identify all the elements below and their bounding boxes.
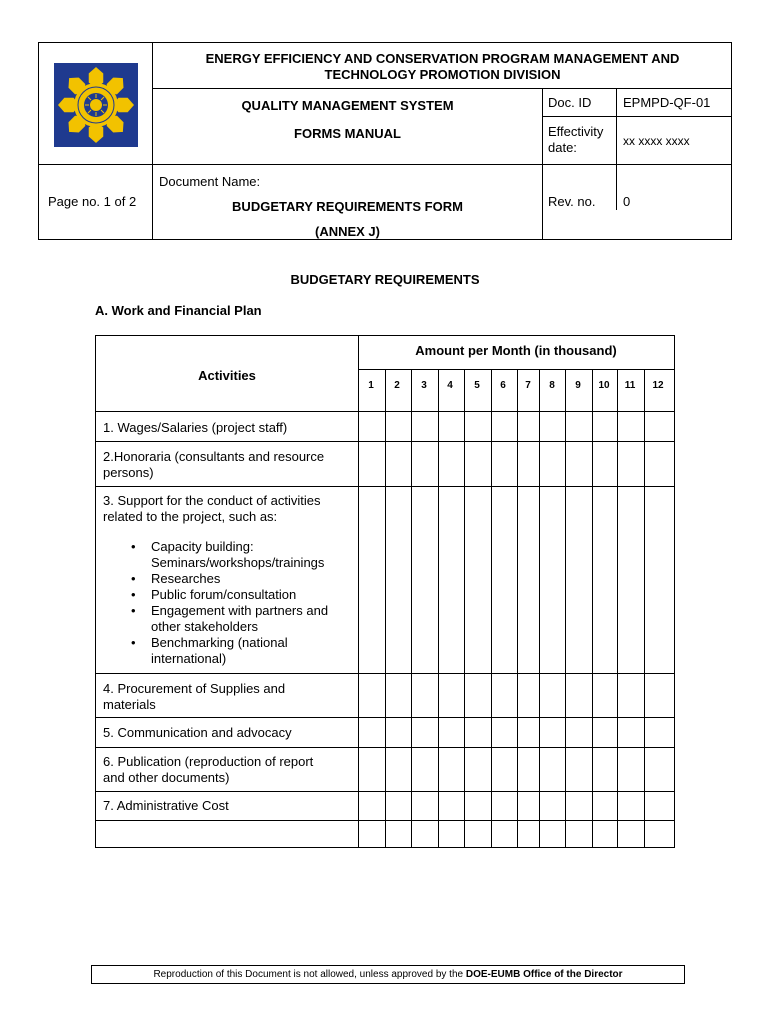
bullet-line: other stakeholders bbox=[151, 619, 258, 634]
activity-row: 1. Wages/Salaries (project staff) bbox=[103, 420, 288, 435]
effectivity-label-line: Effectivity bbox=[548, 124, 604, 139]
month-header: 2 bbox=[394, 380, 400, 391]
table-divider bbox=[96, 820, 674, 821]
activity-line: 2.Honoraria (consultants and resource bbox=[103, 449, 325, 464]
header-divider bbox=[616, 88, 617, 210]
header-divider bbox=[39, 164, 732, 165]
bullet-line: international) bbox=[151, 651, 227, 666]
month-header: 11 bbox=[624, 380, 636, 391]
month-header: 5 bbox=[474, 380, 480, 391]
org-title bbox=[153, 51, 732, 83]
bullet-line: Seminars/workshops/trainings bbox=[151, 555, 325, 570]
month-header: 4 bbox=[447, 380, 453, 391]
bullet-item bbox=[103, 539, 358, 571]
bullet-line: • Public forum/consultation bbox=[151, 587, 297, 602]
section-title: BUDGETARY REQUIREMENTS bbox=[290, 272, 480, 287]
month-header: 9 bbox=[575, 380, 581, 391]
document-name-label: Document Name: bbox=[159, 174, 261, 189]
activity-line: 4. Procurement of Supplies and bbox=[103, 681, 286, 696]
activity-row bbox=[103, 681, 285, 713]
effectivity-value: xx xxxx xxxx bbox=[623, 134, 690, 148]
bullet-item bbox=[103, 635, 358, 667]
bullet-item bbox=[103, 571, 358, 587]
activity-line: 6. Publication (reproduction of report bbox=[103, 754, 314, 769]
rev-label: Rev. no. bbox=[548, 194, 596, 209]
doc-id-value: EPMPD-QF-01 bbox=[623, 95, 711, 110]
footer-notice bbox=[91, 965, 685, 984]
bullet-line: • Engagement with partners and bbox=[151, 603, 329, 618]
month-header: 7 bbox=[525, 380, 531, 391]
table-divider bbox=[358, 336, 359, 848]
header-divider bbox=[543, 116, 732, 117]
page-number: Page no. 1 of 2 bbox=[48, 194, 137, 209]
bullet-line: • Benchmarking (national bbox=[151, 635, 288, 650]
forms-manual-label: FORMS MANUAL bbox=[294, 126, 401, 141]
activities-header: Activities bbox=[198, 368, 256, 383]
annex-label: (ANNEX J) bbox=[314, 224, 380, 239]
month-header: 10 bbox=[598, 380, 610, 391]
table-divider bbox=[96, 791, 674, 792]
activity-line: materials bbox=[103, 697, 156, 712]
bullet-item bbox=[103, 587, 358, 603]
table-divider bbox=[96, 441, 674, 442]
activity-line: persons) bbox=[103, 465, 154, 480]
month-header: 6 bbox=[500, 380, 506, 391]
plan-title: A. Work and Financial Plan bbox=[95, 303, 262, 318]
table-divider bbox=[96, 747, 674, 748]
org-title-line: TECHNOLOGY PROMOTION DIVISION bbox=[324, 67, 561, 82]
month-header: 3 bbox=[421, 380, 427, 391]
header-divider bbox=[152, 88, 732, 89]
table-divider bbox=[96, 411, 674, 412]
amount-header: Amount per Month (in thousand) bbox=[415, 343, 617, 358]
activity-line: and other documents) bbox=[103, 770, 230, 785]
bullet-item bbox=[103, 603, 358, 635]
activity-row bbox=[103, 493, 358, 667]
activity-row: 7. Administrative Cost bbox=[103, 798, 229, 813]
bullet-line: • Researches bbox=[151, 571, 221, 586]
activity-row: 5. Communication and advocacy bbox=[103, 725, 292, 740]
month-header: 8 bbox=[549, 380, 555, 391]
work-financial-plan-table bbox=[95, 335, 675, 848]
table-divider bbox=[96, 717, 674, 718]
activity-line: related to the project, such as: bbox=[103, 509, 278, 524]
table-divider bbox=[358, 369, 675, 370]
bullet-line: • Capacity building: bbox=[151, 539, 254, 554]
table-divider bbox=[96, 486, 674, 487]
effectivity-label-line: date: bbox=[548, 140, 577, 155]
support-activities-list bbox=[103, 539, 358, 667]
rev-value: 0 bbox=[623, 194, 631, 209]
month-header: 12 bbox=[652, 380, 664, 391]
table-divider bbox=[96, 673, 674, 674]
department-seal-icon bbox=[54, 63, 138, 147]
org-title-line: ENERGY EFFICIENCY AND CONSERVATION PROGRAM MANAGEMENT AND bbox=[205, 51, 680, 66]
activity-line: 3. Support for the conduct of activities bbox=[103, 493, 321, 508]
footer-text: Reproduction of this Document is not allowed, unless approved by the bbox=[153, 969, 466, 980]
document-name: BUDGETARY REQUIREMENTS FORM bbox=[232, 199, 463, 214]
document-header-table bbox=[38, 42, 732, 240]
activity-row bbox=[103, 754, 313, 786]
effectivity-label bbox=[548, 124, 603, 156]
footer-authority: DOE-EUMB Office of the Director bbox=[465, 969, 623, 980]
month-header: 1 bbox=[368, 380, 374, 391]
activity-row bbox=[103, 449, 324, 481]
doc-id-label: Doc. ID bbox=[548, 95, 592, 110]
qms-label: QUALITY MANAGEMENT SYSTEM bbox=[241, 98, 454, 113]
